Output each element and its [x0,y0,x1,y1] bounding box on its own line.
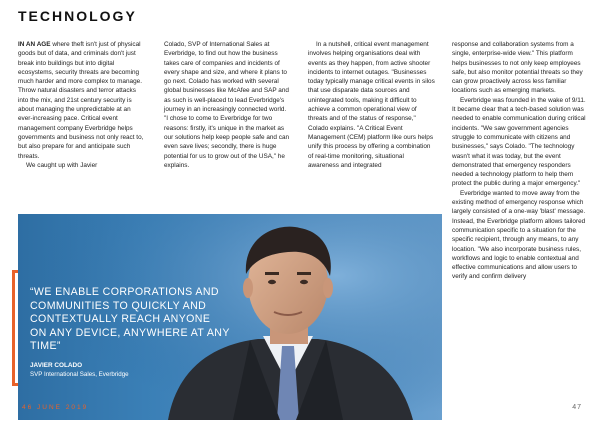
article-column-3 [308,40,436,170]
article-paragraph: Everbridge was founded in the wake of 9/11. It became clear that a tech-based solution was needed to enable communication during critical incidents. "We saw government agencies struggle to communicate with citizens and businesses," says Colado. "The technology wasn't what it was today, but the event demonstrated that emergency responders needed a technology platform to help them protect the public during a major emergency." [452,96,586,188]
page-number: 47 [572,404,582,411]
article-paragraph: Everbridge wanted to move away from the existing method of emergency response which largely consisted of a one-way 'blast' message. Instead, the Everbridge platform allows tailored communication specific to a situation for the specific recipient, through any means, to any location. "We also incorporate business rules, workflows and logic to enable contextual and effective communications and allow users to verify and confirm delivery [452,189,586,281]
quote-attribution-name: JAVIER COLADO [30,362,83,369]
article-paragraph: response and collaboration systems from a single, enterprise-wide view." This platform helps businesses to not only keep employees safe, but also monitor potential threats so they can grow proactively across less familiar locations such as emerging markets. [452,41,583,95]
section-title: TECHNOLOGY [18,8,137,24]
article-paragraph: Colado, SVP of International Sales at Everbridge, to find out how the business takes care of companies and incidents of every shape and size, and where it plans to go next. Colado has worked with several global businesses like McAfee and SAP and as such is well-placed to lead Everbridge's journey in an increasingly connected world. "I chose to come to Everbridge for two reasons: firstly, it's unique in the market as our solutions help keep people safe and can even save lives; secondly, there is huge potential for us to grow out of the USA," he explains. [164,41,290,169]
article-column-4 [452,40,586,282]
lead-in: IN AN AGE [18,41,51,48]
quote-bracket [12,270,18,386]
article-paragraph: In a nutshell, critical event management involves helping organisations deal with events as they happen, from active shooter incidents to internet outages. "Businesses today typically manage critical events in silos that use disparate data sources and unintegrated tools, making it difficult to achieve a common operational view of threats and of the status of response," Colado explains. "A Critical Event Management (CEM) platform like ours helps unify this process by offering a combination of real-time monitoring, situational awareness and integrated [308,41,435,169]
pull-quote: “WE ENABLE CORPORATIONS AND COMMUNITIES TO QUICKLY AND CONTEXTUALLY REACH ANYONE ON ANY DEVICE, ANYWHERE AT ANY TIME” [30,286,230,352]
quote-attribution-role: SVP International Sales, Everbridge [30,371,129,378]
paragraph-text: where theft isn't just of physical goods but of data, and criminals don't just break into buildings but into digital ecosystems, security threats are becoming much harder and more complex to manage. Throw natural disasters and terror attacks into the mix, and 21st century security is about managing the unpredictable at an ever-increasing pace. Critical event management company Everbridge helps governments and business not only react to, but also prepare for and anticipate such threats. [18,41,144,160]
article-column-2 [164,40,292,170]
article-column-1 [18,40,146,170]
article-paragraph [18,40,146,161]
issue-label: 46 JUNE 2019 [22,404,89,411]
article-paragraph: We caught up with Javier [26,161,98,169]
